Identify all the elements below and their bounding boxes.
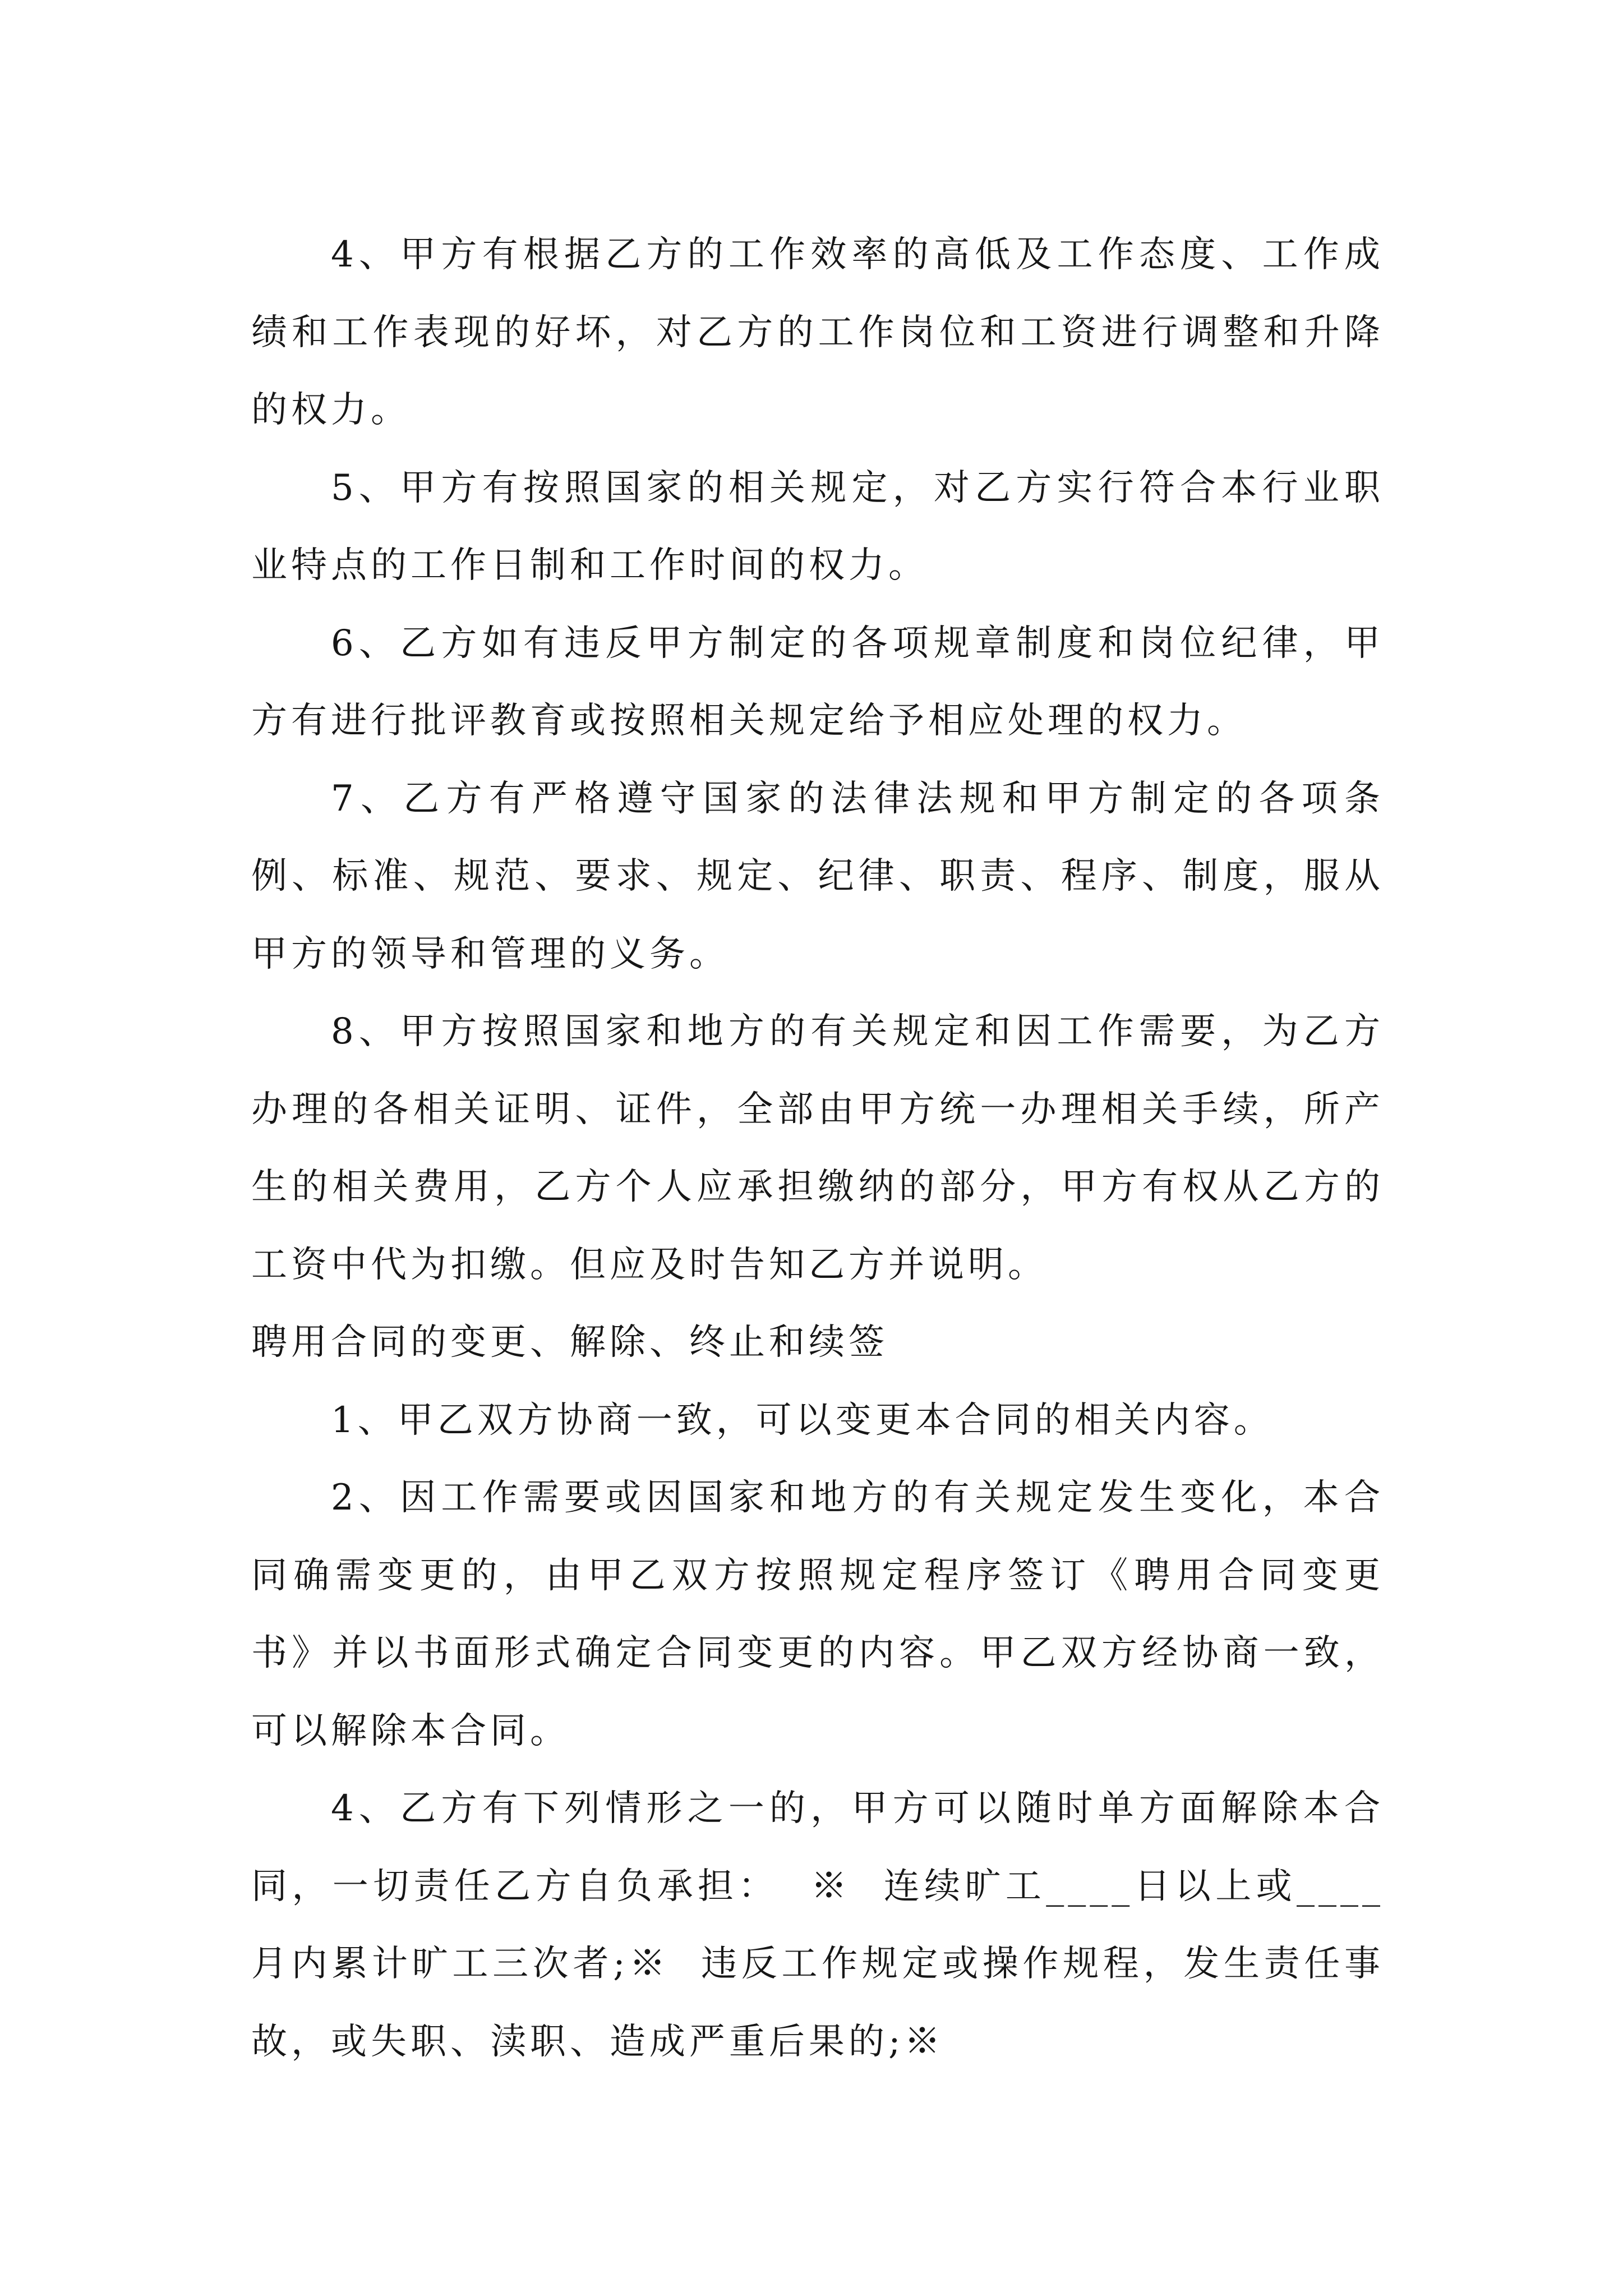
paragraph-clause-4-adjust-position: 4、甲方有根据乙方的工作效率的高低及工作态度、工作成绩和工作表现的好坏，对乙方的工作岗位和工资进行调整和升降的权力。 [251, 234, 1384, 431]
paragraph-change-clause-2: 2、因工作需要或因国家和地方的有关规定发生变化，本合同确需变更的，由甲乙双方按照规定程序签订《聘用合同变更书》并以书面形式确定合同变更的内容。甲乙双方经协商一致，可以解除本合同。 [251, 1477, 1384, 1752]
paragraph-clause-8-certificates: 8、甲方按照国家和地方的有关规定和因工作需要，为乙方办理的各相关证明、证件，全部由甲方统一办理相关手续，所产生的相关费用，乙方个人应承担缴纳的部分，甲方有权从乙方的工资中代为扣缴。但应及时告知乙方并说明。 [251, 1011, 1384, 1286]
paragraph-termination-clause-4: 4、乙方有下列情形之一的，甲方可以随时单方面解除本合同，一切责任乙方自负承担： ※ 连续旷工____日以上或____月内累计旷工三次者;※ 违反工作规定或操作规程，发生责任事故，或失职、渎职、造成严重后果的;※ [251, 1788, 1384, 2063]
paragraph-clause-7-obligations: 7、乙方有严格遵守国家的法律法规和甲方制定的各项条例、标准、规范、要求、规定、纪律、职责、程序、制度，服从甲方的领导和管理的义务。 [251, 777, 1384, 975]
section-heading-contract-changes: 聘用合同的变更、解除、终止和续签 [251, 1322, 888, 1363]
paragraph-change-clause-1: 1、甲乙双方协商一致，可以变更本合同的相关内容。 [331, 1399, 1274, 1441]
document-body [251, 216, 1384, 2081]
paragraph-clause-5-working-hours: 5、甲方有按照国家的相关规定，对乙方实行符合本行业职业特点的工作日制和工作时间的权力。 [251, 467, 1384, 586]
paragraph-clause-6-discipline: 6、乙方如有违反甲方制定的各项规章制度和岗位纪律，甲方有进行批评教育或按照相关规定给予相应处理的权力。 [251, 622, 1384, 742]
